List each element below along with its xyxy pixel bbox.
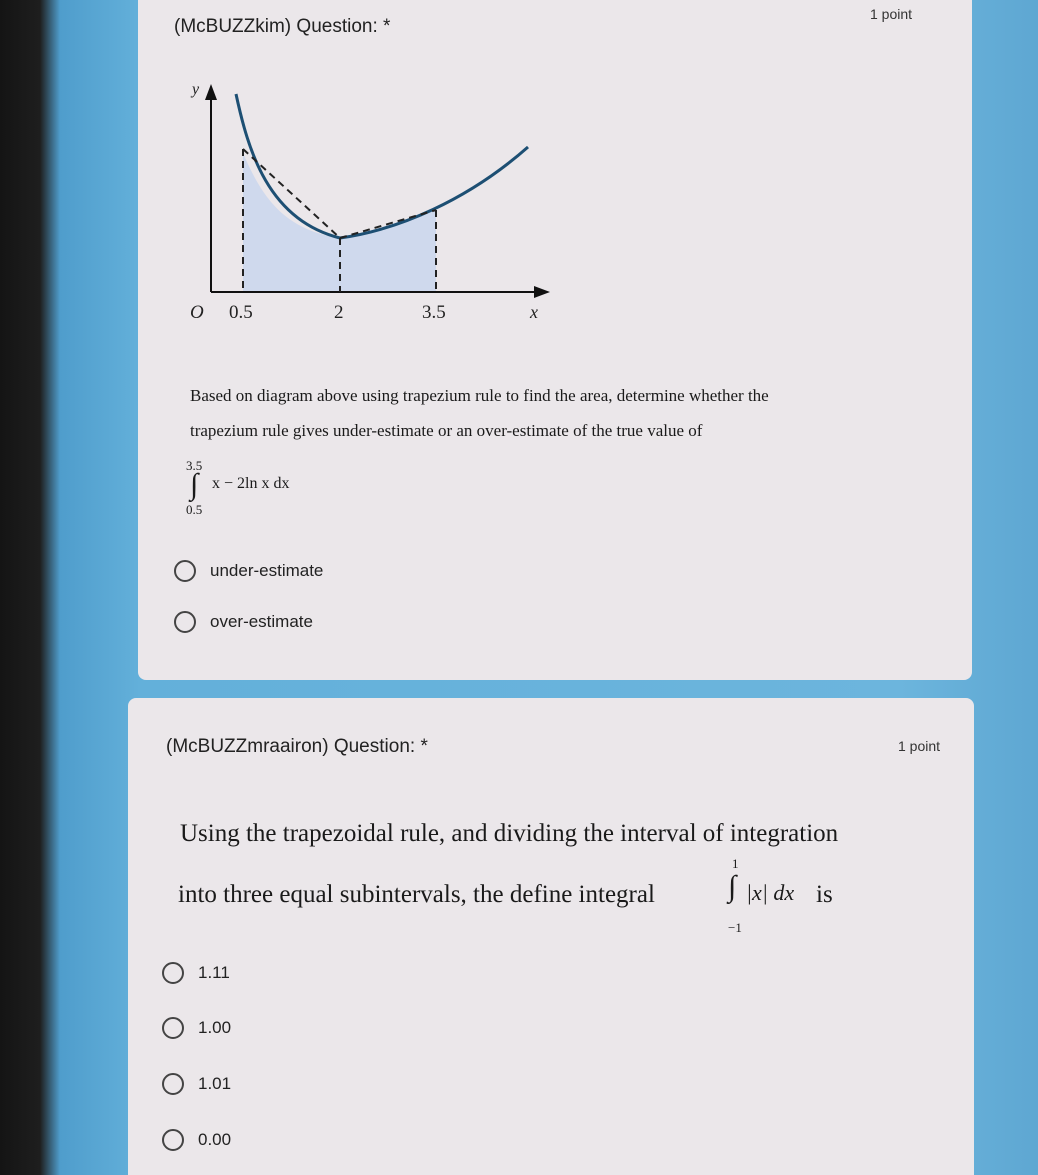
radio-button[interactable]: [174, 611, 196, 633]
tick-label-0-5: 0.5: [229, 302, 253, 323]
integrand: x − 2ln x dx: [212, 475, 290, 492]
question-prompt-line-1: Using the trapezoidal rule, and dividing the interval of integration: [180, 820, 839, 847]
trapezium-diagram: [168, 70, 598, 340]
radio-button[interactable]: [174, 560, 196, 582]
x-axis-label: x: [530, 302, 538, 322]
integral-lower-limit: −1: [728, 920, 742, 935]
origin-label: O: [190, 302, 204, 323]
question-card-2: [128, 698, 974, 1175]
y-axis-label: y: [192, 81, 200, 98]
question-prompt-suffix: is: [816, 881, 833, 908]
integral-upper-limit: 3.5: [186, 458, 203, 473]
option-label: 1.00: [198, 1018, 232, 1037]
tick-label-2: 2: [334, 302, 344, 323]
radio-button[interactable]: [162, 962, 184, 984]
tick-label-3-5: 3.5: [422, 302, 446, 323]
option-1-11[interactable]: [162, 962, 230, 984]
question-prompt-line-2: into three equal subintervals, the define integral: [178, 881, 655, 908]
option-0-00[interactable]: [162, 1129, 231, 1151]
option-label: under-estimate: [210, 561, 324, 580]
integral-upper-limit: 1: [732, 856, 739, 871]
option-1-01[interactable]: [162, 1073, 231, 1095]
option-label: over-estimate: [210, 612, 313, 631]
option-label: 1.01: [198, 1074, 232, 1093]
option-over-estimate[interactable]: [174, 611, 313, 633]
integral-sign: ∫: [728, 870, 737, 903]
integrand: |x| dx: [746, 880, 795, 905]
question-prompt-line-2: trapezium rule gives under-estimate or an over-estimate of the true value of: [190, 421, 703, 440]
integral-sign: ∫: [190, 468, 199, 501]
points-label: 1 point: [898, 738, 941, 754]
radio-button[interactable]: [162, 1073, 184, 1095]
question-card-1: [138, 0, 972, 680]
question-title: (McBUZZmraairon) Question: *: [166, 736, 428, 757]
option-1-00[interactable]: [162, 1017, 231, 1039]
radio-button[interactable]: [162, 1017, 184, 1039]
x-axis-arrow: [534, 286, 550, 298]
option-label: 1.11: [198, 963, 230, 982]
question-prompt-line-1: Based on diagram above using trapezium rule to find the area, determine whether the: [190, 386, 769, 405]
option-label: 0.00: [198, 1130, 232, 1149]
points-label: 1 point: [870, 6, 913, 22]
option-under-estimate[interactable]: [174, 560, 323, 582]
radio-button[interactable]: [162, 1129, 184, 1151]
shaded-area: [243, 153, 436, 292]
question-title: (McBUZZkim) Question: *: [174, 16, 391, 37]
y-axis-arrow: [205, 84, 217, 100]
integral-lower-limit: 0.5: [186, 502, 203, 517]
